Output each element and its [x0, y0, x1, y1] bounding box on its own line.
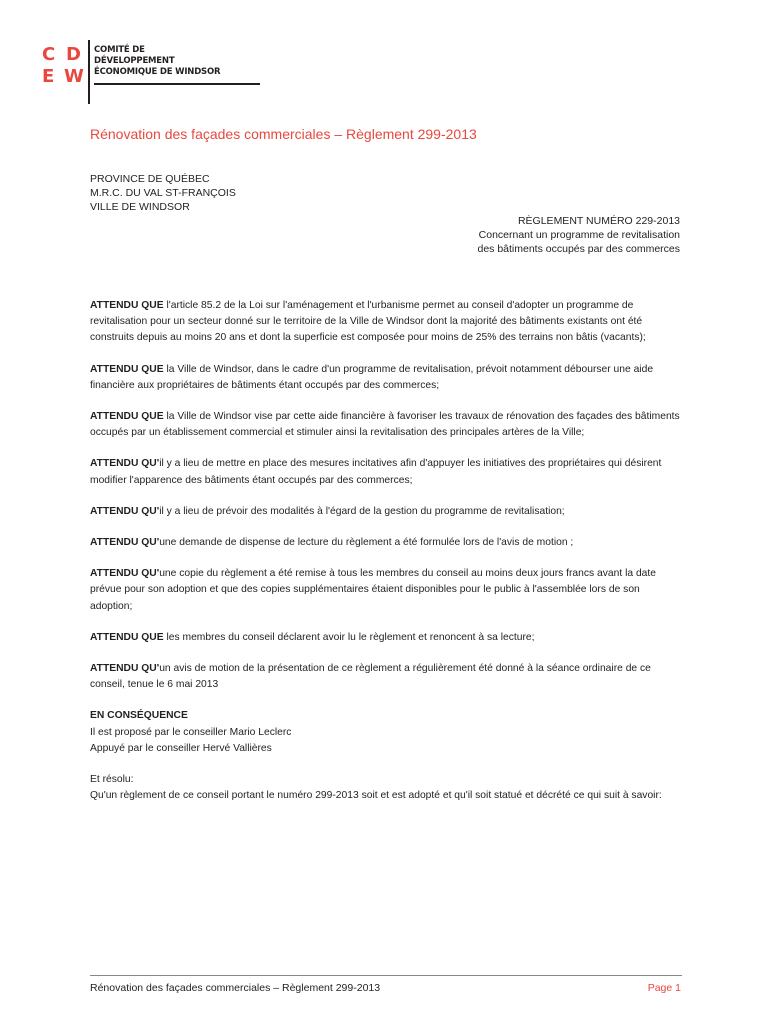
- resolved-label: Et résolu:: [90, 774, 134, 786]
- logo-underline: [94, 83, 260, 85]
- paragraph-lead: ATTENDU QUE: [90, 631, 164, 643]
- whereas-paragraph: [90, 630, 682, 646]
- regulation-subject-line: des bâtiments occupés par des commerces: [477, 243, 680, 255]
- whereas-paragraph: [90, 298, 682, 347]
- paragraph-lead: ATTENDU QU': [90, 458, 160, 470]
- logo-divider: [88, 40, 90, 104]
- document-body: [90, 298, 682, 819]
- paragraph-lead: ATTENDU QU': [90, 663, 160, 675]
- address-city: VILLE DE WINDSOR: [90, 201, 190, 213]
- paragraph-text: la Ville de Windsor, dans le cadre d'un programme de revitalisation, prévoit notamment débourser une aide financière aux propriétaires de bâtiments étant occupés par des commerces;: [90, 363, 654, 391]
- paragraph-text: il y a lieu de mettre en place des mesures incitatives afin d'appuyer les initiatives des propriétaires qui désirent modifier l'apparence des bâtiments étant occupés par des commerces;: [90, 458, 662, 486]
- paragraph-lead: ATTENDU QUE: [90, 300, 164, 311]
- paragraph-text: la Ville de Windsor vise par cette aide financière à favoriser les travaux de rénovation des façades des bâtiments occupés par un établissement commercial et stimuler ainsi la revitalisation des principales artères de la Ville;: [90, 411, 680, 439]
- page-number: Page 1: [647, 982, 681, 994]
- logo-line: ÉCONOMIQUE DE WINDSOR: [94, 67, 221, 77]
- regulation-number: RÈGLEMENT NUMÉRO 229-2013: [517, 215, 680, 227]
- footer-divider: [90, 975, 682, 976]
- regulation-block: [477, 214, 680, 256]
- address-block: [90, 172, 236, 214]
- logo-line: DÉVELOPPEMENT: [94, 56, 175, 66]
- whereas-paragraph: [90, 661, 682, 693]
- paragraph-text: il y a lieu de prévoir des modalités à l'égard de la gestion du programme de revitalisation;: [159, 505, 565, 517]
- whereas-paragraph: [90, 409, 682, 441]
- paragraph-lead: ATTENDU QU': [90, 568, 160, 580]
- regulation-subject-line: Concernant un programme de revitalisation: [478, 229, 680, 241]
- paragraph-lead: ATTENDU QUE: [90, 411, 164, 423]
- logo-wordmark: [94, 45, 220, 78]
- whereas-paragraph: [90, 362, 682, 394]
- resolution-section: [90, 708, 682, 757]
- logo-letter-e: E: [42, 66, 55, 87]
- resolution-heading: EN CONSÉQUENCE: [90, 710, 188, 722]
- proposed-by: Il est proposé par le conseiller Mario Leclerc: [90, 726, 292, 738]
- address-mrc: M.R.C. DU VAL ST-FRANÇOIS: [90, 187, 236, 199]
- paragraph-text: une demande de dispense de lecture du règlement a été formulée lors de l'avis de motion ;: [159, 537, 574, 549]
- decree-text: Qu'un règlement de ce conseil portant le numéro 299-2013 soit et est adopté et qu'il soit statué et décrété ce qui suit à savoir:: [90, 790, 662, 802]
- seconded-by: Appuyé par le conseiller Hervé Vallières: [90, 742, 272, 754]
- logo-line: COMITÉ DE: [94, 45, 145, 55]
- paragraph-text: les membres du conseil déclarent avoir lu le règlement et renoncent à sa lecture;: [163, 631, 535, 643]
- logo-letter-w: W: [64, 66, 84, 87]
- paragraph-text: une copie du règlement a été remise à tous les membres du conseil au moins deux jours francs avant la date prévue pour son adoption et que des copies supplémentaires étaient disponibles pour le public à l'assemblée lors de son adoption;: [90, 568, 656, 612]
- paragraph-lead: ATTENDU QU': [90, 505, 160, 517]
- whereas-paragraph: [90, 504, 682, 520]
- address-province: PROVINCE DE QUÉBEC: [90, 173, 210, 185]
- paragraph-text: l'article 85.2 de la Loi sur l'aménagement et l'urbanisme permet au conseil d'adopter un programme de revitalisation pour un secteur donné sur le territoire de la Ville de Windsor dont la majorité des bâtiments existants ont été construits depuis au moins 20 ans et dont la superficie est composée pour moins de 25% des terrains non bâtis (vacants);: [90, 300, 646, 344]
- paragraph-lead: ATTENDU QUE: [90, 363, 164, 375]
- paragraph-lead: ATTENDU QU': [90, 537, 160, 549]
- paragraph-text: un avis de motion de la présentation de ce règlement a régulièrement été donné à la séance ordinaire de ce conseil, tenue le 6 mai 2013: [90, 663, 651, 691]
- resolved-section: [90, 772, 682, 804]
- document-title: Rénovation des façades commerciales – Règlement 299-2013: [90, 126, 477, 142]
- logo-letter-c: C: [42, 44, 56, 65]
- logo-letter-d: D: [66, 44, 81, 65]
- whereas-paragraph: [90, 535, 682, 551]
- footer-title: Rénovation des façades commerciales – Règlement 299-2013: [90, 982, 381, 994]
- logo-monogram: [40, 40, 88, 88]
- whereas-paragraph: [90, 566, 682, 615]
- cdew-logo: [40, 40, 230, 104]
- whereas-paragraph: [90, 456, 682, 488]
